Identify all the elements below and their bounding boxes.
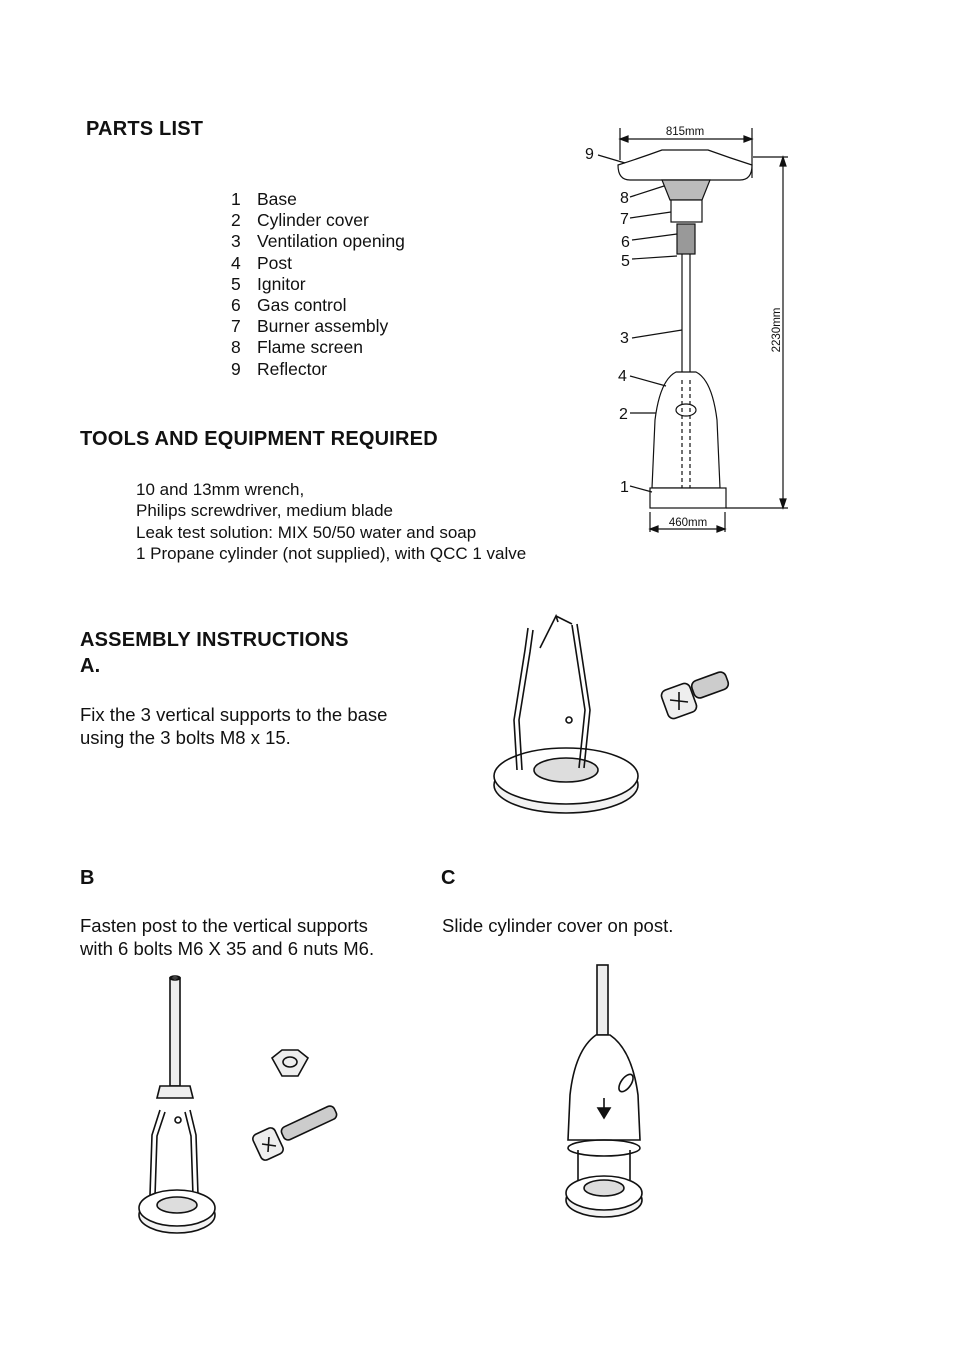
- callout-4: 4: [618, 368, 627, 385]
- list-item: 6 Gas control: [231, 295, 347, 316]
- step-c-label: C: [441, 867, 456, 889]
- step-b-label: B: [80, 867, 95, 889]
- height-dimension-label: 2230mm: [771, 307, 783, 353]
- list-item: Leak test solution: MIX 50/50 water and soap: [136, 522, 477, 542]
- list-item: 4 Post: [231, 252, 293, 273]
- parts-list-title: PARTS LIST: [86, 118, 204, 140]
- list-item: 9 Reflector: [231, 358, 328, 379]
- base-dimension-label: 460mm: [668, 517, 708, 529]
- callout-8: 8: [620, 190, 629, 207]
- list-item: 1 Base: [231, 189, 297, 209]
- callout-1: 1: [620, 479, 629, 496]
- list-item: 10 and 13mm wrench,: [136, 480, 305, 499]
- list-item: 5 Ignitor: [231, 273, 306, 294]
- list-item: 1 Propane cylinder (not supplied), with QCC 1 valve: [136, 543, 527, 563]
- callout-9: 9: [585, 146, 594, 163]
- assembly-title: ASSEMBLY INSTRUCTIONS: [80, 629, 349, 651]
- step-b-text: Fasten post to the vertical supports with 6 bolts M6 X 35 and 6 nuts M6.: [80, 915, 375, 959]
- list-item: 7 Burner assembly: [231, 316, 389, 337]
- callout-2: 2: [619, 406, 628, 423]
- step-a-text: Fix the 3 vertical supports to the base using the 3 bolts M8 x 15.: [80, 704, 388, 748]
- width-dimension-label: 815mm: [665, 126, 705, 138]
- callout-7: 7: [620, 211, 629, 228]
- list-item: 3 Ventilation opening: [231, 231, 405, 252]
- list-item: 2 Cylinder cover: [231, 210, 369, 231]
- step-a-label: A.: [80, 655, 101, 677]
- list-item: Philips screwdriver, medium blade: [136, 501, 393, 521]
- step-c-text: Slide cylinder cover on post.: [442, 915, 674, 936]
- callout-5: 5: [621, 253, 630, 270]
- list-item: 8 Flame screen: [231, 337, 364, 358]
- tools-title: TOOLS AND EQUIPMENT REQUIRED: [80, 428, 438, 450]
- callout-3: 3: [620, 330, 629, 347]
- callout-6: 6: [621, 234, 630, 251]
